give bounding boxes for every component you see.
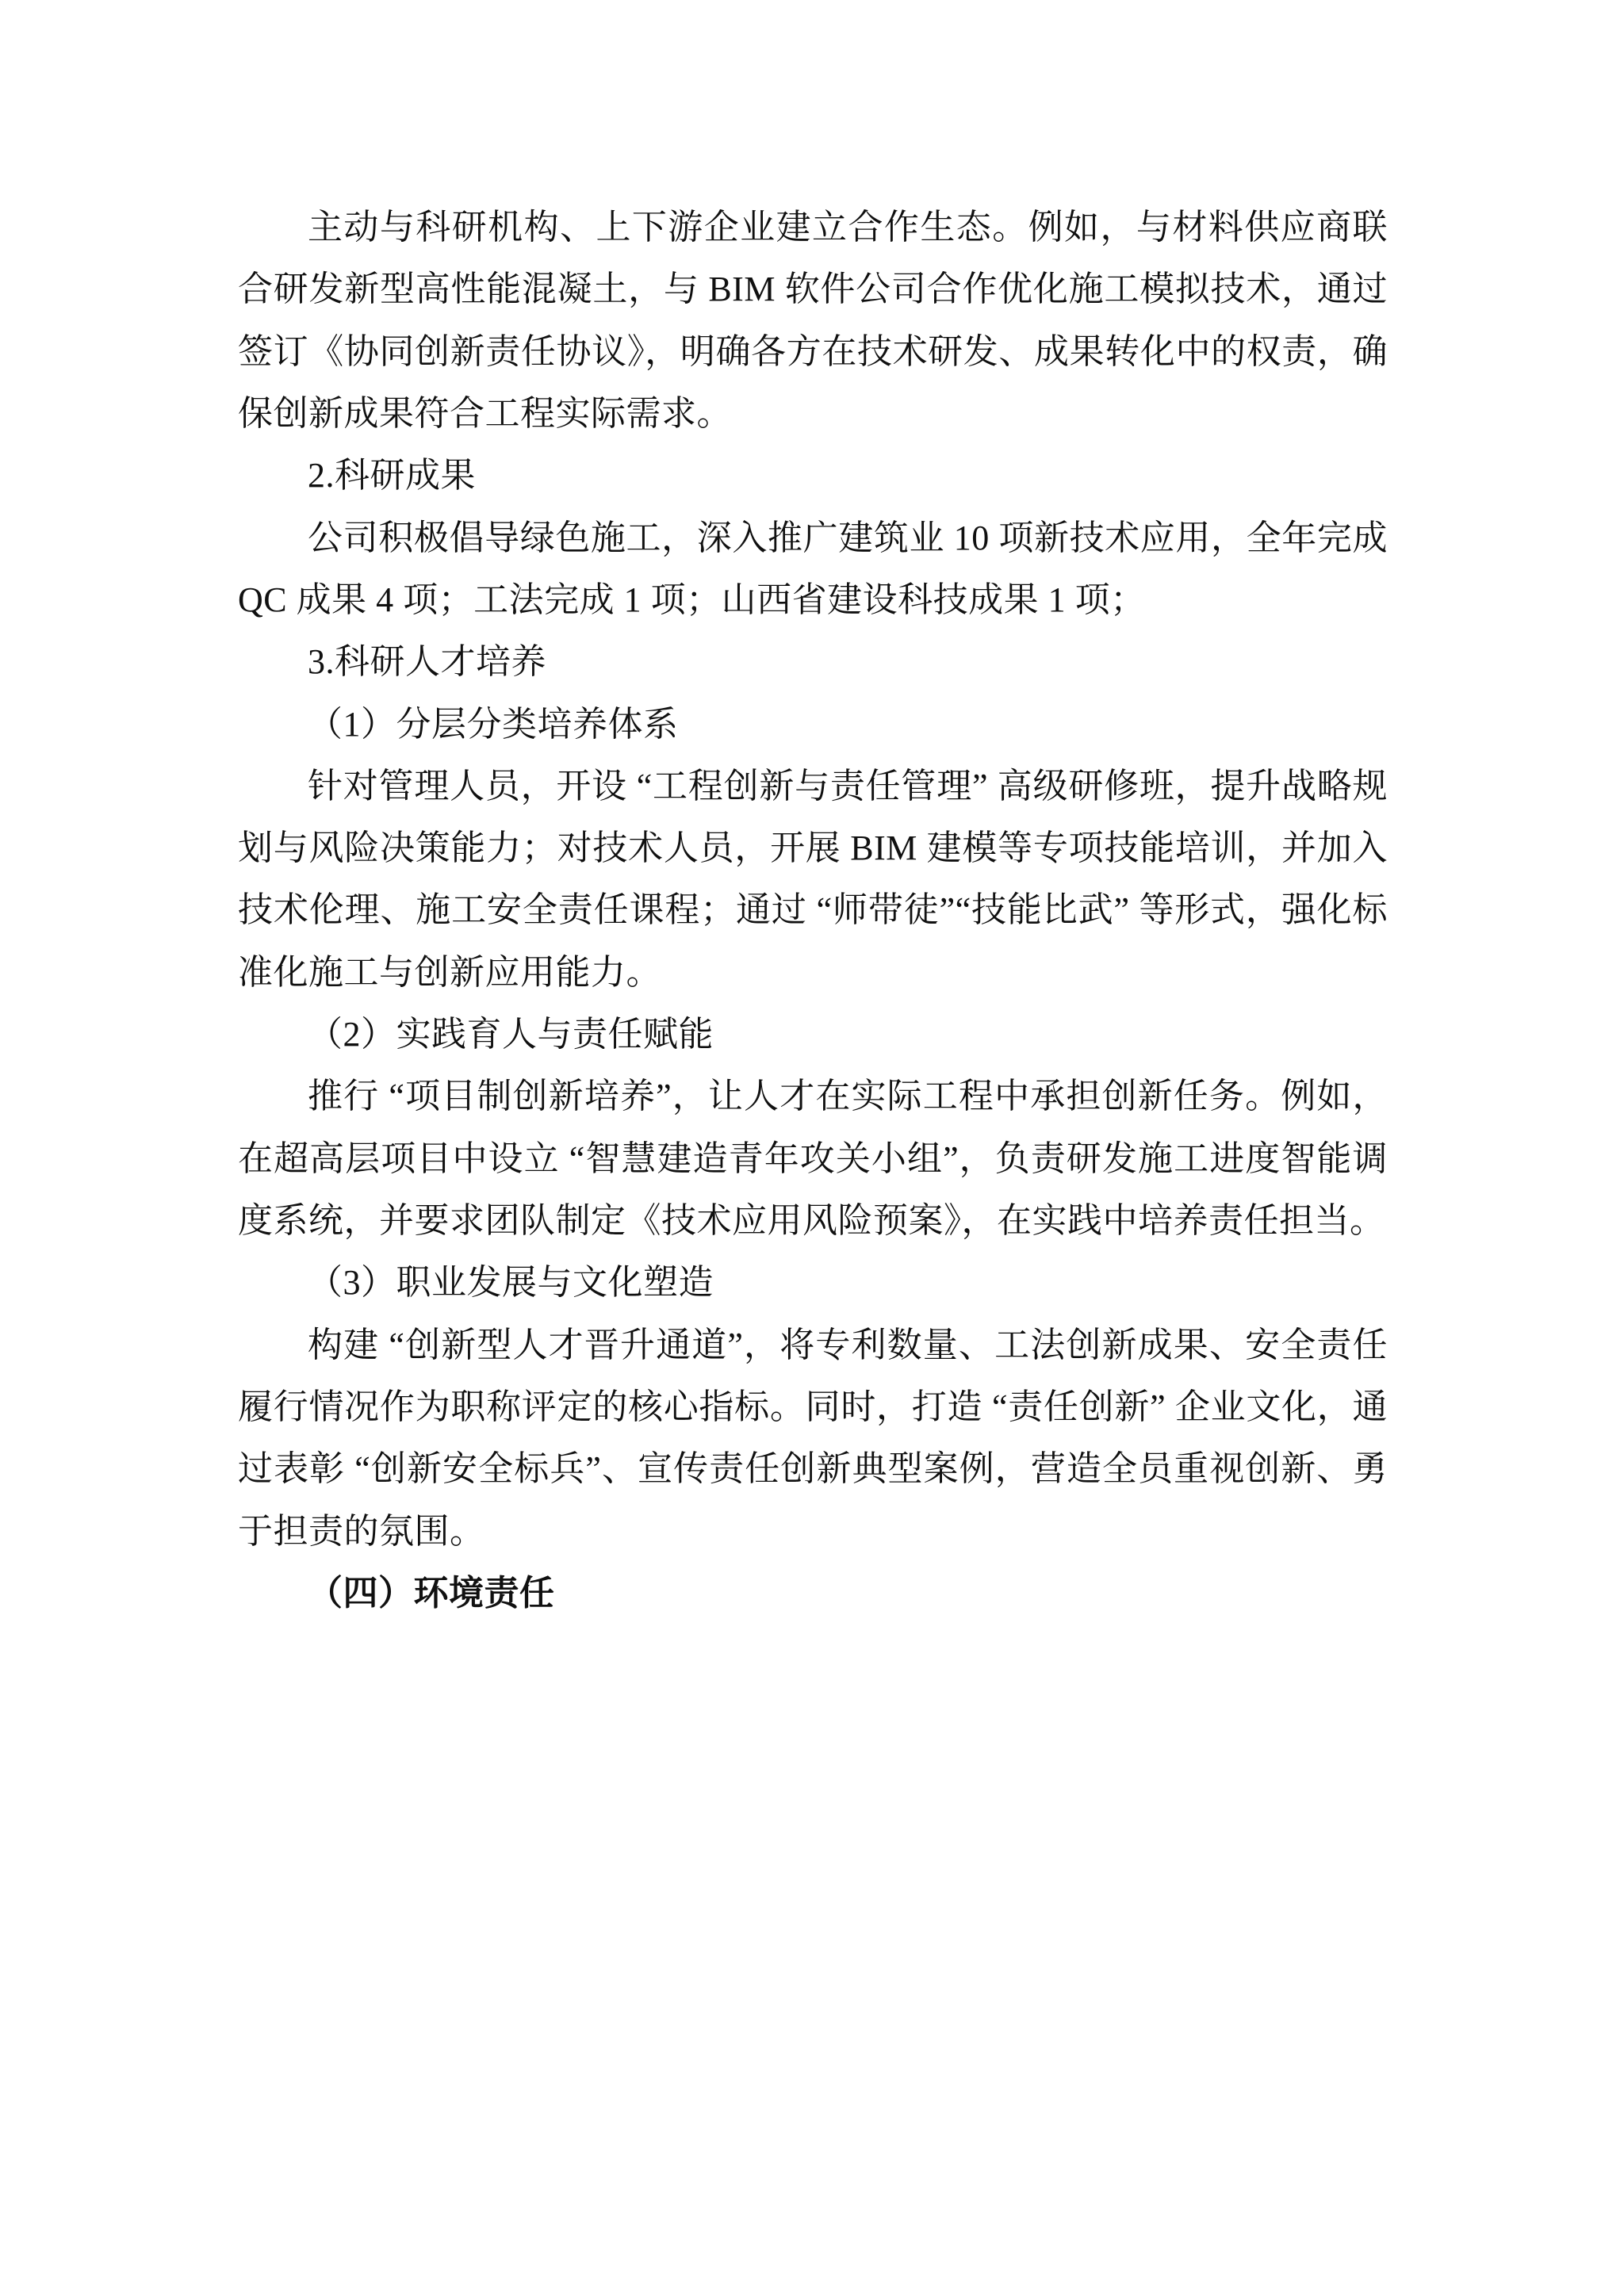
- document-body: [238, 197, 1388, 1624]
- subheading-tiered-training-system: （1）分层分类培养体系: [308, 704, 679, 744]
- paragraph-project-based-training: 推行 “项目制创新培养”，让人才在实际工程中承担创新任务。例如，在超高层项目中设立 “智慧建造青年攻关小组”，负责研发施工进度智能调度系统，并要求团队制定《技术应用风险预案》，在实践中培养责任担当。: [238, 1077, 1388, 1240]
- paragraph-cooperation-ecosystem: 主动与科研机构、上下游企业建立合作生态。例如，与材料供应商联合研发新型高性能混凝土，与 BIM 软件公司合作优化施工模拟技术，通过签订《协同创新责任协议》，明确各方在技术研发、成果转化中的权责，确保创新成果符合工程实际需求。: [238, 208, 1388, 433]
- heading-environmental-responsibility: （四）环境责任: [308, 1573, 555, 1613]
- heading-talent-cultivation: 3.科研人才培养: [308, 642, 546, 682]
- subheading-career-culture: （3）职业发展与文化塑造: [308, 1263, 714, 1303]
- paragraph-promotion-channel: 构建 “创新型人才晋升通道”，将专利数量、工法创新成果、安全责任履行情况作为职称评定的核心指标。同时，打造 “责任创新” 企业文化，通过表彰 “创新安全标兵”、宣传责任创新典型案例，营造全员重视创新、勇于担责的氛围。: [238, 1325, 1388, 1551]
- paragraph-training-detail: 针对管理人员，开设 “工程创新与责任管理” 高级研修班，提升战略规划与风险决策能力；对技术人员，开展 BIM 建模等专项技能培训，并加入技术伦理、施工安全责任课程；通过 “师带徒”“技能比武” 等形式，强化标准化施工与创新应用能力。: [238, 766, 1388, 992]
- heading-research-achievements: 2.科研成果: [308, 456, 476, 496]
- paragraph-green-construction: 公司积极倡导绿色施工，深入推广建筑业 10 项新技术应用，全年完成 QC 成果 4 项；工法完成 1 项；山西省建设科技成果 1 项；: [238, 518, 1388, 619]
- subheading-practice-empowerment: （2）实践育人与责任赋能: [308, 1015, 714, 1054]
